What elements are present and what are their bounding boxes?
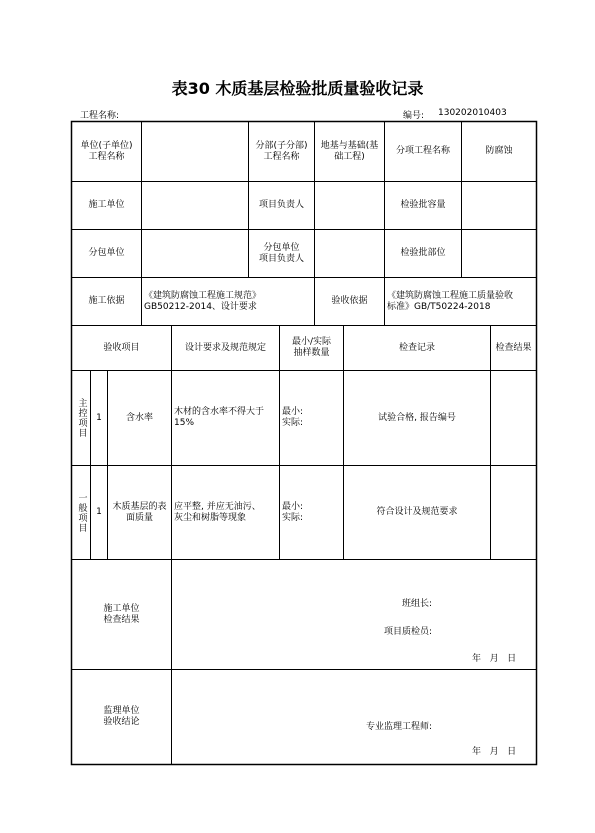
batch-location-label: 检验批部位 <box>400 248 446 258</box>
batch-capacity-field[interactable] <box>462 182 536 229</box>
construction-basis-value[interactable]: 《建筑防腐蚀工程施工规范》 GB50212-2014、设计要求 <box>144 290 262 312</box>
construction-result-label: 施工单位 检查结果 <box>103 603 140 625</box>
col-header-item: 验收项目 <box>103 342 140 353</box>
supervision-date: 年 月 日 <box>472 747 517 757</box>
acceptance-basis-label: 验收依据 <box>331 296 368 306</box>
general-record[interactable]: 符合设计及规范要求 <box>376 507 458 517</box>
general-requirement: 应平整, 并应无油污、 灰尘和树脂等现象 <box>174 501 261 523</box>
col-header-requirement: 设计要求及规范规定 <box>184 342 266 353</box>
supervision-engineer-label: 专业监理工程师: <box>366 722 433 732</box>
main-control-result[interactable] <box>491 371 536 465</box>
main-control-sample[interactable]: 最小: 实际: <box>282 407 304 428</box>
construction-unit-field[interactable] <box>142 182 248 229</box>
main-control-no: 1 <box>96 412 102 423</box>
project-leader-field[interactable] <box>315 182 384 229</box>
item-project-label: 分项工程名称 <box>395 146 450 156</box>
item-project-value[interactable]: 防腐蚀 <box>485 146 513 156</box>
general-result[interactable] <box>491 466 536 559</box>
general-name: 木质基层的表 面质量 <box>112 501 167 523</box>
construction-unit-label: 施工单位 <box>88 200 125 210</box>
general-group-label: 一般项目 <box>76 492 87 533</box>
construction-date: 年 月 日 <box>472 654 517 664</box>
subdivision-label: 分部(子分部) 工程名称 <box>255 140 308 162</box>
team-leader-label: 班组长: <box>402 599 433 609</box>
unit-name-field[interactable] <box>142 122 248 181</box>
col-header-result: 检查结果 <box>495 342 532 353</box>
subdivision-value[interactable]: 地基与基础(基 础工程) <box>320 140 379 162</box>
supervision-label: 监理单位 验收结论 <box>103 706 140 727</box>
subcontract-leader-field[interactable] <box>315 230 384 277</box>
col-header-record: 检查记录 <box>398 342 435 353</box>
main-control-group-label: 主控项目 <box>76 398 87 438</box>
project-name-label: 工程名称: <box>80 111 120 121</box>
col-header-sample: 最小/实际 抽样数量 <box>291 337 332 358</box>
subcontract-unit-label: 分包单位 <box>88 248 125 258</box>
acceptance-basis-value[interactable]: 《建筑防腐蚀工程施工质量验收 标准》GB/T50224-2018 <box>387 290 514 312</box>
code-value: 130202010403 <box>438 108 507 118</box>
batch-capacity-label: 检验批容量 <box>400 200 446 210</box>
project-leader-label: 项目负责人 <box>258 200 304 210</box>
batch-location-field[interactable] <box>462 230 536 277</box>
general-no: 1 <box>96 507 102 517</box>
page-title: 表30 木质基层检验批质量验收记录 <box>171 79 424 98</box>
subcontract-unit-field[interactable] <box>142 230 248 277</box>
general-sample[interactable]: 最小: 实际: <box>282 501 304 523</box>
main-control-record[interactable]: 试验合格, 报告编号 <box>378 412 456 423</box>
main-control-requirement: 木材的含水率不得大于 15% <box>174 407 265 428</box>
construction-basis-label: 施工依据 <box>88 296 125 306</box>
subcontract-leader-label: 分包单位 项目负责人 <box>258 242 304 264</box>
main-control-name: 含水率 <box>125 412 153 423</box>
unit-name-label: 单位(子单位) 工程名称 <box>80 140 133 162</box>
code-label: 编号: <box>403 111 425 121</box>
quality-inspector-label: 项目质检员: <box>384 627 433 637</box>
